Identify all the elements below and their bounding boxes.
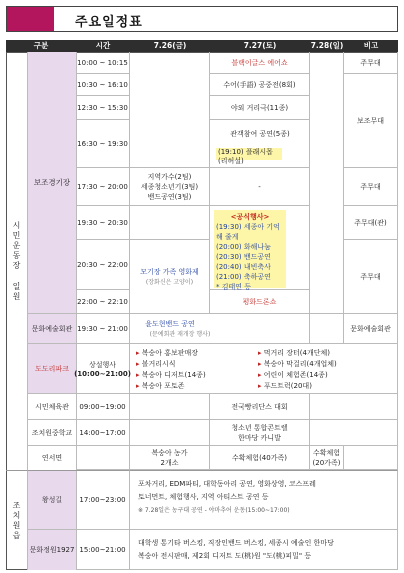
c1927-events [130, 530, 398, 570]
note-main: 주무대 [344, 52, 398, 74]
wangseong-line: 포차거리, EDM파티, 대학동아리 공연, 영화상영, 코스프레 [138, 480, 316, 488]
official-item: * 김태연 등 [216, 283, 251, 291]
time-cell: 20:30 ~ 22:00 [76, 240, 130, 290]
d27-drone: 평화드론쇼 [210, 290, 310, 314]
time-cell: 19:30 ~ 20:30 [76, 206, 130, 240]
official-item: (20:40) 내빈축사 [216, 263, 271, 271]
culture-note: 문화예술회관 [344, 314, 398, 344]
time-cell: 12:30 ~ 15:30 [76, 96, 130, 120]
header-d28: 7.28(일) [310, 41, 344, 50]
list-item: ▸ 푸드트럭(20대) [258, 382, 312, 390]
park-time [76, 344, 130, 394]
header-d27: 7.27(토) [210, 40, 310, 52]
list-item: ▸ 복숭아 포토존 [136, 382, 185, 390]
wangseong-time: 17:00~23:00 [76, 470, 130, 530]
lotus-d27: 수확체험(40가족) [210, 446, 310, 470]
list-item: ▸ 복숭아 막걸리(4개업체) [258, 360, 337, 368]
culture-sub: (문예회관 재개장 행사) [149, 331, 211, 338]
school-d26 [130, 420, 210, 446]
label-culture1927: 문화정원1927 [28, 530, 76, 570]
d27-audience [210, 120, 310, 168]
d27-dash: - [210, 168, 310, 206]
gym-time: 09:00~19:00 [76, 394, 130, 420]
gym-rest [310, 394, 398, 420]
movie-sub: (장화신은 고양이) [145, 279, 194, 286]
page-title: 주요일정표 [75, 15, 143, 30]
group-jochiwon: 조치원읍 [6, 470, 28, 570]
list-item: ▸ 어린이 체험존(14종) [258, 371, 328, 379]
park-time-range: (10:00~21:00) [74, 369, 131, 378]
header-category: 구분 [6, 40, 76, 52]
official-item: (19:30) 세종아 기억해 줄게 [216, 223, 280, 241]
lotus-time [76, 446, 130, 470]
label-school: 조치원중학교 [28, 420, 76, 446]
lotus-note [344, 446, 398, 470]
lotus-d28: 수확체험 (20가족) [310, 446, 344, 470]
d27-airshow: 블랙이글스 에어쇼 [210, 52, 310, 74]
time-cell: 10:30 ~ 16:10 [76, 74, 130, 96]
group-citizen-stadium: 시민운동장 일원 [6, 52, 28, 470]
wangseong-line: 토너먼트, 체험행사, 지역 아티스트 공연 등 [138, 493, 269, 501]
gym-d27: 전국빵리단스 대회 [210, 394, 310, 420]
d28-empty [310, 52, 344, 314]
note-sub: 보조무대 [344, 74, 398, 168]
time-cell: 17:30 ~ 20:00 [76, 168, 130, 206]
label-culture-hall: 문화예술회관 [28, 314, 76, 344]
note-main: 주무대 [344, 240, 398, 314]
park-events [130, 344, 398, 394]
park-list-right [258, 348, 337, 392]
list-item: ▸ 먹거리 장터(4개단체) [258, 349, 330, 357]
c1927-line: 복숭아 전시판매, 제2회 디저트 도(桃)원 "도(桃)피밀" 등 [138, 552, 312, 560]
d27-audience-text: 관객참여 공연(5종) [230, 130, 290, 138]
school-d27: 청소년 통합콘트렐 한마당 카니발 [210, 420, 310, 446]
culture-event [130, 314, 310, 344]
culture-title: 윤도현밴드 공연 [145, 320, 195, 328]
time-cell: 22:00 ~ 22:10 [76, 290, 130, 314]
d27-street: 야외 거리극(11종) [210, 96, 310, 120]
road-park-label-text: 도도리파크 [35, 364, 69, 373]
list-item: ▸ 볼거리시식 [136, 360, 176, 368]
lotus-d26: 복숭아 농가 2개소 [130, 446, 210, 470]
header-time: 시간 [76, 40, 130, 52]
list-item: ▸ 복숭아 홍보판매장 [136, 349, 199, 357]
official-head: <공식행사> [230, 213, 270, 221]
school-rest [310, 420, 398, 446]
d26-empty [130, 206, 210, 240]
note-main-hall: 주무대(관) [344, 206, 398, 240]
label-road-park [28, 344, 76, 394]
title-swatch [7, 7, 54, 31]
d26-local-singers: 지역가수(2팀) 세종청소년기(3팀) 밴드공연(3팀) [130, 168, 210, 206]
official-cell [210, 206, 310, 290]
d26-movie [130, 240, 210, 314]
label-wangseong: 왕성길 [28, 470, 76, 530]
label-lotus: 연서면 [41, 454, 63, 462]
time-cell: 10:00 ~ 10:15 [76, 52, 130, 74]
note-main: 주무대 [344, 168, 398, 206]
culture-d28 [310, 314, 344, 344]
list-item: ▸ 복숭아 디저트(14종) [136, 371, 206, 379]
label-gym: 시민체육관 [28, 394, 76, 420]
park-list-left [136, 348, 206, 392]
official-item: (20:30) 밴드공연 [216, 253, 271, 261]
official-box [214, 210, 286, 291]
d27-flashmob: (19:10) 플래시몹(리허설) [216, 148, 282, 160]
park-time-label: 상설행사 [88, 360, 117, 369]
c1927-time: 15:00~21:00 [76, 530, 130, 570]
gym-d26 [130, 394, 210, 420]
official-item: (21:00) 축하공연 [216, 273, 271, 281]
wangseong-events [130, 470, 398, 530]
d26-empty [130, 52, 210, 168]
c1927-line: 대학생 통기타 버스킹, 직장인밴드 버스킹, 세종시 예술인 한마당 [138, 539, 334, 547]
official-item: (20:00) 화해나눔 [216, 243, 271, 251]
wangseong-note: ※ 7.28일은 농구대 공연 - 야마추어 운동(15:00~17:00) [138, 507, 290, 514]
time-cell: 16:30 ~ 19:30 [76, 120, 130, 168]
header-note: 비고 [344, 40, 398, 52]
school-time: 14:00~17:00 [76, 420, 130, 446]
culture-time: 19:30 ~ 21:00 [76, 314, 130, 344]
label-main-stage: 보조경기장 [28, 52, 76, 314]
title-bar [6, 6, 398, 32]
movie-title: 모기장 가족 영화제 [140, 268, 199, 276]
header-d26: 7.26(금) [130, 40, 210, 52]
d27-sign-lang: 수어(手語) 공중전(8회) [210, 74, 310, 96]
